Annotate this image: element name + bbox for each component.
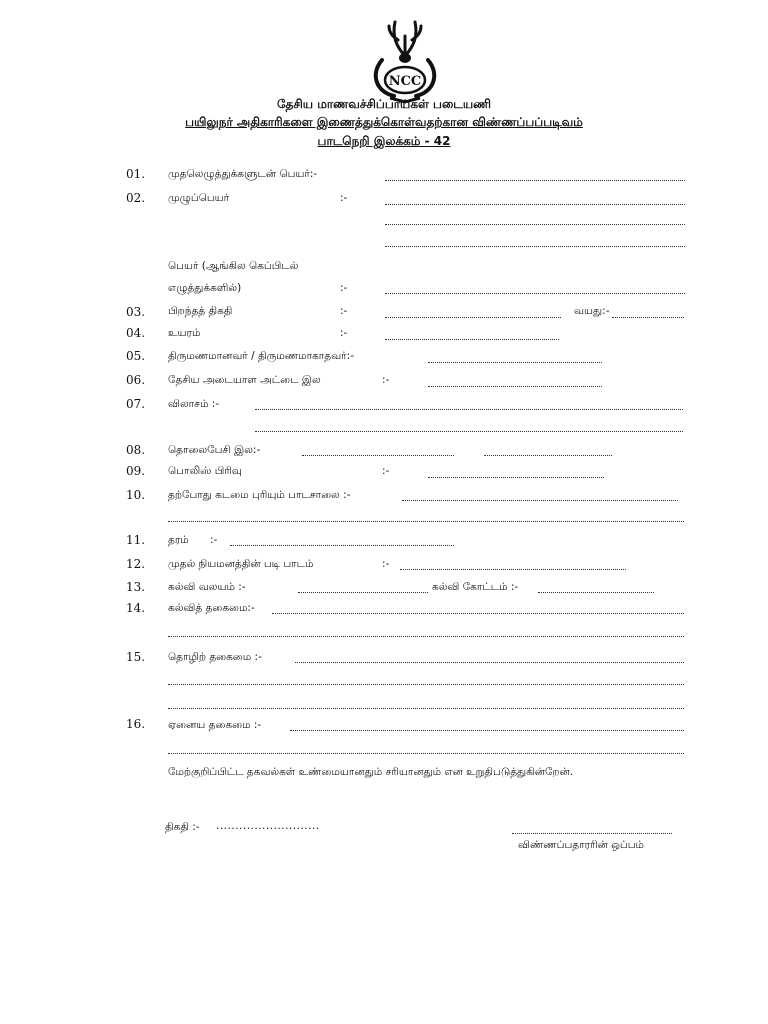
field-number: 06. [126, 373, 146, 387]
field-number: 02. [126, 191, 146, 205]
logo-text: NCC [388, 74, 422, 89]
field-label-marital-status: திருமணமானவர் / திருமணமாகாதவர்:- [168, 350, 354, 362]
separator: :- [382, 465, 390, 477]
antler-icon [389, 22, 421, 56]
separator: :- [340, 327, 348, 339]
other-qualifications-line-2[interactable] [168, 753, 684, 754]
field-number: 09. [126, 464, 146, 478]
professional-qualifications-line-3[interactable] [168, 708, 684, 709]
field-label-grade: தரம் [168, 534, 189, 546]
address-line-2[interactable] [255, 431, 683, 432]
educational-qualifications-line-1[interactable] [272, 613, 684, 614]
professional-qualifications-line-1[interactable] [295, 662, 684, 663]
education-zone-line[interactable] [298, 592, 428, 593]
first-appointment-subject-line[interactable] [400, 569, 626, 570]
form-title-line-2: பயிலுநர் அதிகாரிகளை இணைத்துக்கொள்வதற்கான விண்ணப்பப்படிவம் [185, 115, 583, 129]
educational-qualifications-line-2[interactable] [168, 636, 684, 637]
address-line-1[interactable] [255, 409, 683, 410]
field-number: 04. [126, 326, 146, 340]
field-label-police-division: பொலிஸ் பிரிவு [168, 465, 242, 477]
field-label-age: வயது:- [574, 305, 610, 317]
form-title-line-1: தேசிய மாணவச்சிப்பாய்கள் படையணி [277, 97, 491, 111]
professional-qualifications-line-2[interactable] [168, 684, 684, 685]
telephone-line-1[interactable] [302, 455, 454, 456]
full-name-line-1[interactable] [385, 204, 685, 205]
field-label-nic: தேசிய அடையாள அட்டை இல [168, 374, 321, 386]
field-label-name-english-a: பெயர் (ஆங்கில கெப்பிடல் [168, 260, 299, 272]
full-name-line-3[interactable] [385, 246, 685, 247]
grade-line[interactable] [230, 545, 454, 546]
full-name-line-2[interactable] [385, 224, 685, 225]
ncc-logo [362, 14, 448, 104]
separator: :- [340, 192, 348, 204]
field-label-height: உயரம் [168, 327, 201, 339]
field-number: 05. [126, 349, 146, 363]
separator: :- [340, 305, 348, 317]
field-label-professional-qualifications: தொழிற் தகைமை :- [168, 651, 262, 663]
field-number: 15. [126, 650, 146, 664]
separator: :- [210, 534, 218, 546]
field-number: 01. [126, 167, 146, 181]
field-number: 13. [126, 580, 146, 594]
field-number: 12. [126, 557, 146, 571]
field-number: 11. [126, 533, 146, 547]
height-line[interactable] [385, 339, 559, 340]
field-label-education-division: கல்வி கோட்டம் :- [432, 581, 519, 593]
other-qualifications-line-1[interactable] [290, 730, 684, 731]
field-label-education-zone: கல்வி வலயம் :- [168, 581, 246, 593]
field-label-address: விலாசம் :- [168, 398, 220, 410]
separator: :- [382, 558, 390, 570]
field-label-name-english-b: எழுத்துக்களில்) [168, 282, 242, 294]
field-label-current-school: தற்போது கடமை புரியும் பாடசாலை :- [168, 489, 351, 501]
field-number: 16. [126, 717, 146, 731]
separator: :- [340, 282, 348, 294]
date-line[interactable]: ........................... [216, 820, 320, 832]
signature-line[interactable] [512, 833, 672, 834]
declaration-text: மேற்குறிப்பிட்ட தகவல்கள் உண்மையானதும் சரியானதும் என உறுதிபடுத்துகின்றேன். [168, 766, 574, 778]
current-school-line-2[interactable] [168, 521, 684, 522]
field-number: 03. [126, 305, 146, 319]
field-label-telephone: தொலைபேசி இல:- [168, 444, 261, 456]
field-label-other-qualifications: ஏனைய தகைமை :- [168, 719, 262, 731]
age-line[interactable] [612, 317, 684, 318]
field-number: 08. [126, 443, 146, 457]
date-of-birth-line[interactable] [385, 317, 561, 318]
signature-label: விண்ணப்பதாரரின் ஒப்பம் [518, 839, 644, 851]
field-number: 10. [126, 488, 146, 502]
telephone-line-2[interactable] [484, 455, 612, 456]
field-label-first-appointment-subject: முதல் நியமனத்தின் படி பாடம் [168, 558, 314, 570]
field-number: 14. [126, 601, 146, 615]
field-label-name-with-initials: முதலெழுத்துக்களுடன் பெயர்:- [168, 168, 318, 180]
field-label-date-of-birth: பிறந்தத் திகதி [168, 305, 233, 317]
current-school-line-1[interactable] [402, 500, 678, 501]
field-number: 07. [126, 397, 146, 411]
field-label-educational-qualifications: கல்வித் தகைமை:- [168, 602, 255, 614]
separator: :- [382, 374, 390, 386]
nic-line[interactable] [428, 386, 602, 387]
form-title-line-3: பாடநெறி இலக்கம் - 42 [317, 134, 451, 148]
education-division-line[interactable] [538, 592, 654, 593]
name-english-line[interactable] [385, 293, 685, 294]
name-with-initials-line[interactable] [385, 180, 685, 181]
date-label: திகதி :- [165, 821, 200, 833]
field-label-full-name: முழுப்பெயர் [168, 192, 230, 204]
marital-status-line[interactable] [428, 362, 602, 363]
police-division-line[interactable] [428, 477, 604, 478]
